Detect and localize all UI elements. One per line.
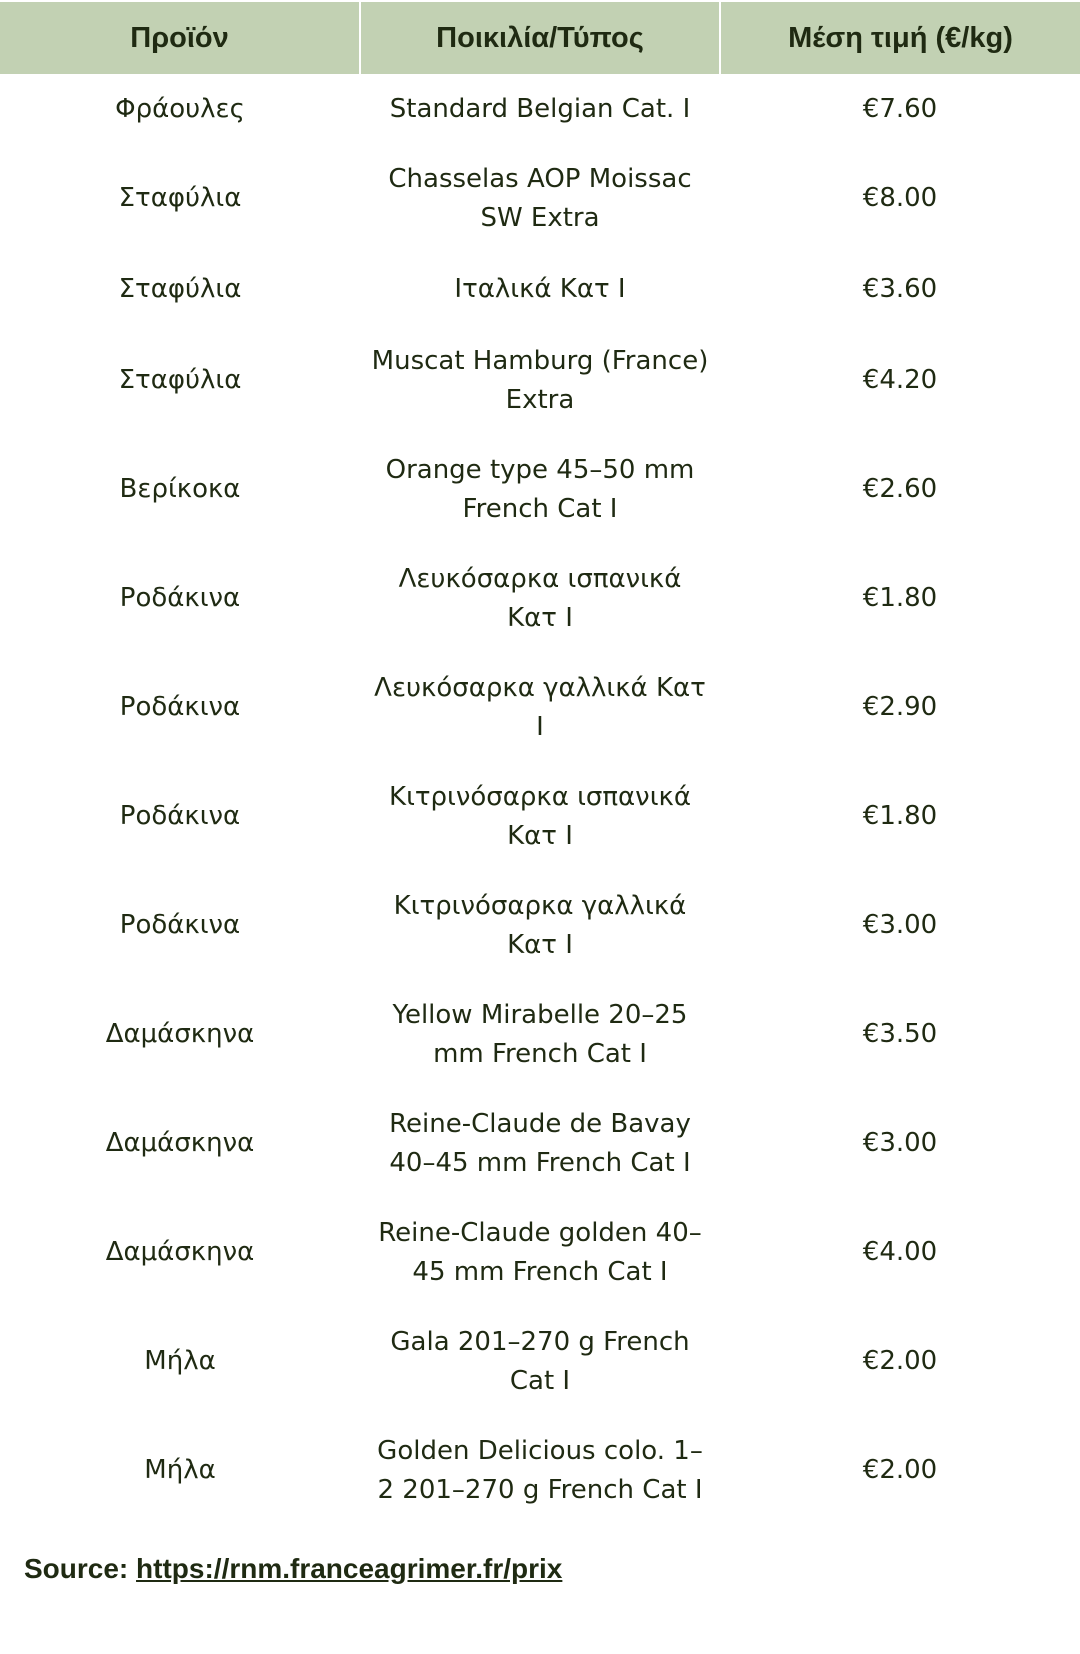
cell-product: Βερίκοκα — [119, 474, 241, 504]
cell-variety: Orange type 45–50 mm French Cat I — [385, 454, 695, 524]
cell-variety: Reine-Claude golden 40–45 mm French Cat I — [378, 1217, 702, 1287]
cell-price: €4.20 — [862, 365, 938, 395]
cell-product: Σταφύλια — [118, 274, 242, 304]
table-row — [0, 544, 1080, 653]
cell-product: Σταφύλια — [118, 365, 242, 395]
cell-price: €1.80 — [862, 801, 938, 831]
source-link[interactable]: https://rnm.franceagrimer.fr/prix — [136, 1553, 563, 1584]
table-row — [0, 326, 1080, 435]
cell-product: Φράουλες — [115, 93, 245, 124]
header-price: Μέση τιμή (€/kg) — [720, 2, 1080, 74]
cell-price: €3.60 — [862, 274, 938, 304]
cell-price: €8.00 — [862, 183, 938, 213]
table-row — [0, 253, 1080, 326]
source-label: Source: — [24, 1553, 129, 1584]
table-row — [0, 74, 1080, 144]
cell-variety: Ιταλικά Κατ I — [454, 274, 626, 304]
cell-price: €2.60 — [862, 474, 938, 504]
table-row — [0, 1416, 1080, 1525]
cell-price: €2.00 — [862, 1346, 938, 1376]
cell-price: €4.00 — [862, 1237, 938, 1267]
cell-product: Ροδάκινα — [119, 910, 241, 940]
header-product: Προϊόν — [0, 2, 360, 74]
cell-product: Μήλα — [144, 1455, 216, 1485]
cell-product: Μήλα — [144, 1346, 216, 1376]
table-row — [0, 762, 1080, 871]
price-table — [0, 2, 1080, 1525]
cell-variety: Κιτρινόσαρκα ισπανικά Κατ I — [389, 781, 691, 851]
cell-price: €2.90 — [862, 692, 938, 722]
table-row — [0, 1198, 1080, 1307]
table-row — [0, 980, 1080, 1089]
cell-variety: Chasselas AOP Moissac SW Extra — [388, 163, 692, 233]
table-row — [0, 144, 1080, 253]
cell-price: €3.00 — [862, 910, 938, 940]
cell-product: Δαμάσκηνα — [105, 1237, 255, 1267]
table-row — [0, 1307, 1080, 1416]
cell-variety: Λευκόσαρκα γαλλικά Κατ I — [374, 672, 706, 742]
cell-price: €7.60 — [862, 93, 938, 124]
cell-variety: Golden Delicious colo. 1–2 201–270 g French Cat I — [377, 1435, 703, 1505]
table-row — [0, 1089, 1080, 1198]
cell-variety: Standard Belgian Cat. I — [389, 93, 691, 124]
header-variety: Ποικιλία/Τύπος — [360, 2, 720, 74]
cell-variety: Λευκόσαρκα ισπανικά Κατ I — [398, 563, 682, 633]
table-row — [0, 435, 1080, 544]
table-header-row — [0, 2, 1080, 74]
cell-variety: Κιτρινόσαρκα γαλλικά Κατ I — [393, 890, 687, 960]
cell-product: Σταφύλια — [118, 183, 242, 213]
cell-variety: Yellow Mirabelle 20–25 mm French Cat I — [392, 999, 688, 1069]
cell-product: Δαμάσκηνα — [105, 1128, 255, 1158]
cell-product: Δαμάσκηνα — [105, 1019, 255, 1049]
cell-variety: Muscat Hamburg (France) Extra — [371, 345, 709, 415]
cell-price: €2.00 — [862, 1455, 938, 1485]
cell-price: €3.00 — [862, 1128, 938, 1158]
table-row — [0, 653, 1080, 762]
cell-price: €3.50 — [862, 1019, 938, 1049]
source-line — [0, 1553, 1080, 1585]
cell-product: Ροδάκινα — [119, 692, 241, 722]
cell-price: €1.80 — [862, 583, 938, 613]
cell-variety: Gala 201–270 g French Cat I — [390, 1326, 690, 1396]
table-row — [0, 871, 1080, 980]
cell-product: Ροδάκινα — [119, 583, 241, 613]
cell-product: Ροδάκινα — [119, 801, 241, 831]
cell-variety: Reine-Claude de Bavay 40–45 mm French Cat I — [389, 1108, 691, 1178]
